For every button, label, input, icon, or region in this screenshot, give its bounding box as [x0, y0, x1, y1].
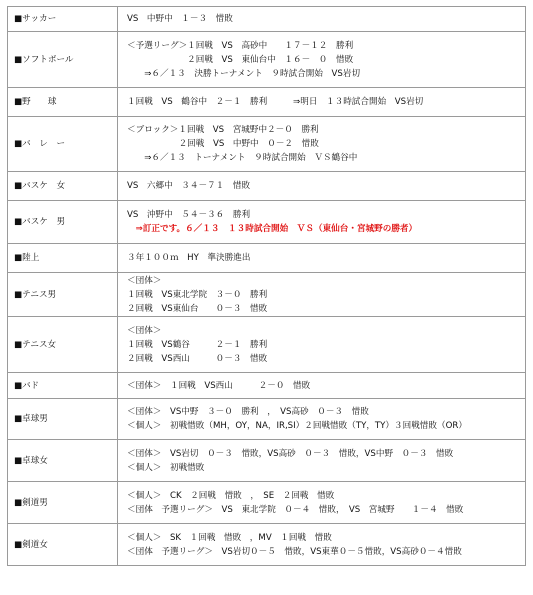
sport-name: ■卓球女	[8, 440, 118, 482]
result-cell	[118, 201, 526, 244]
result-line: ２回戦 VS西山 ０－３ 惜敗	[127, 353, 268, 364]
result-row	[8, 373, 526, 399]
result-line: ＜ブロック＞１回戦 VS 宮城野中２－０ 勝利	[127, 125, 319, 135]
result-line: １回戦 VS東北学院 ３－０ 勝利	[127, 289, 268, 300]
result-row	[8, 482, 526, 524]
result-line: ⇒６／１３ トーナメント ９時試合開始 ＶＳ鶴谷中	[127, 153, 358, 163]
result-cell	[118, 244, 526, 273]
result-row	[8, 117, 526, 172]
result-line: ＜個人＞ 初戦惜敗（MH，OY，NA，IR,SI）２回戦惜敗（TY，TY）３回戦惜敗（OR）	[127, 421, 467, 431]
sport-name: ■陸上	[8, 244, 118, 273]
result-row	[8, 244, 526, 273]
result-line: ＜個人＞ SK １回戦 惜敗 ，MV １回戦 惜敗	[127, 532, 332, 543]
result-row	[8, 201, 526, 244]
result-row	[8, 32, 526, 88]
results-table	[7, 6, 526, 566]
result-line: VS 六郷中 ３４－７１ 惜敗	[127, 181, 251, 191]
result-cell	[118, 440, 526, 482]
sport-name: ■バスケ 男	[8, 201, 118, 244]
sport-name: ■ソフトボール	[8, 32, 118, 88]
sport-name: ■バ レ ー	[8, 117, 118, 172]
result-note: ⇒訂正です。６／１３ １３時試合開始 ＶＳ（東仙台・宮城野の勝者）	[127, 224, 418, 234]
result-row	[8, 524, 526, 566]
result-row	[8, 440, 526, 482]
result-line: ＜団体＞ VS中野 ３－０ 勝利 ， VS高砂 ０－３ 惜敗	[127, 407, 369, 417]
result-cell	[118, 399, 526, 440]
result-line: ＜団体 予選リーグ＞ VS 東北学院 ０－４ 惜敗， VS 宮城野 １－４ 惜敗	[127, 504, 464, 515]
result-row	[8, 88, 526, 117]
result-cell	[118, 524, 526, 566]
result-line: ＜団体＞	[127, 275, 162, 286]
result-line: ＜個人＞ CK ２回戦 惜敗 ， SE ２回戦 惜敗	[127, 490, 335, 501]
result-line: ＜個人＞ 初戦惜敗	[127, 462, 205, 473]
result-row	[8, 7, 526, 32]
result-cell	[118, 273, 526, 317]
result-line: ＜団体 予選リーグ＞ VS岩切０－５ 惜敗，VS東華０－５惜敗，VS高砂０－４惜敗	[127, 546, 462, 557]
result-cell	[118, 317, 526, 373]
result-line: ⇒６／１３ 決勝トーナメント ９時試合開始 VS岩切	[127, 68, 361, 79]
sport-name: ■剣道男	[8, 482, 118, 524]
result-line: ＜団体＞ １回戦 VS西山 ２－０ 惜敗	[127, 380, 311, 391]
result-line: ＜団体＞	[127, 325, 162, 336]
sport-name: ■テニス女	[8, 317, 118, 373]
results-table-body	[8, 7, 526, 566]
result-line: ２回戦 VS 中野中 ０－２ 惜敗	[127, 139, 319, 149]
result-line: VS 中野中 １－３ 惜敗	[127, 14, 233, 24]
result-line: ２回戦 VS 東仙台中 １６－ ０ 惜敗	[127, 54, 354, 65]
result-cell	[118, 373, 526, 399]
sport-name: ■テニス男	[8, 273, 118, 317]
result-cell	[118, 482, 526, 524]
result-line: ３年１００ｍ HY 準決勝進出	[127, 253, 251, 263]
result-cell	[118, 32, 526, 88]
result-line: １回戦 VS 鶴谷中 ２－１ 勝利 ⇒明日 １３時試合開始 VS岩切	[127, 97, 424, 107]
result-row	[8, 399, 526, 440]
result-row	[8, 172, 526, 201]
sport-name: ■野 球	[8, 88, 118, 117]
result-cell	[118, 172, 526, 201]
sport-name: ■剣道女	[8, 524, 118, 566]
sport-name: ■サッカー	[8, 7, 118, 32]
result-row	[8, 273, 526, 317]
sport-name: ■バド	[8, 373, 118, 399]
result-line: VS 沖野中 ５４－３６ 勝利	[127, 210, 251, 220]
result-cell	[118, 7, 526, 32]
sport-name: ■卓球男	[8, 399, 118, 440]
result-row	[8, 317, 526, 373]
results-container	[7, 6, 526, 566]
result-line: ＜予選リーグ＞１回戦 VS 高砂中 １７－１２ 勝利	[127, 40, 354, 51]
result-cell	[118, 117, 526, 172]
result-line: １回戦 VS鶴谷 ２－１ 勝利	[127, 339, 268, 350]
result-line: ＜団体＞ VS岩切 ０－３ 惜敗，VS高砂 ０－３ 惜敗，VS中野 ０－３ 惜敗	[127, 448, 454, 459]
result-cell	[118, 88, 526, 117]
sport-name: ■バスケ 女	[8, 172, 118, 201]
result-line: ２回戦 VS東仙台 ０－３ 惜敗	[127, 303, 268, 314]
